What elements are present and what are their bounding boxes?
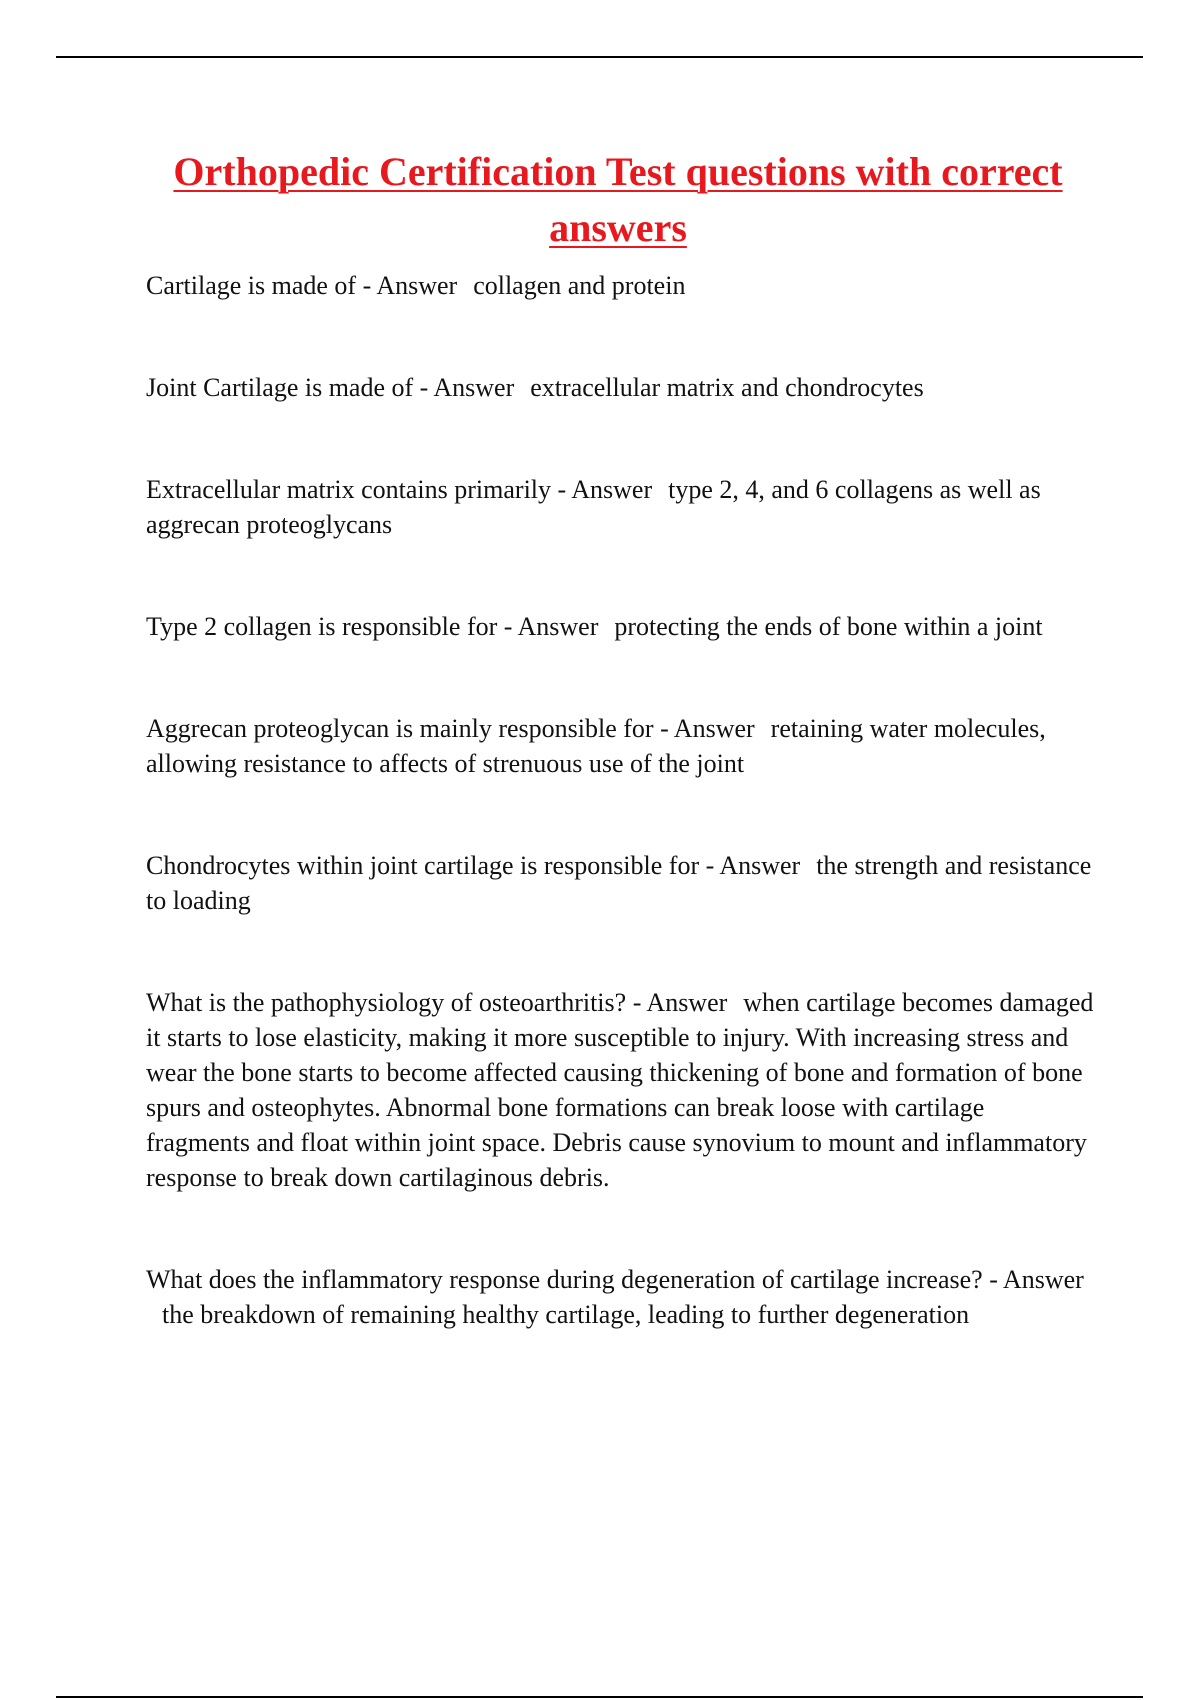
answer-text: extracellular matrix and chondrocytes [530, 373, 924, 402]
question-text: Extracellular matrix contains primarily - Answer [146, 475, 653, 504]
qa-list [146, 268, 1094, 1332]
answer-text: collagen and protein [473, 271, 686, 300]
answer-text: protecting the ends of bone within a joint [614, 612, 1043, 641]
qa-item [146, 268, 1094, 303]
document-title: Orthopedic Certification Test questions with correct answers [173, 149, 1063, 250]
question-text: Aggrecan proteoglycan is mainly responsible for - Answer [146, 714, 755, 743]
question-text: What does the inflammatory response during degeneration of cartilage increase? - Answer [146, 1265, 1084, 1294]
qa-item [146, 370, 1094, 405]
qa-item [146, 985, 1094, 1195]
qa-item [146, 711, 1094, 781]
question-text: Cartilage is made of - Answer [146, 271, 458, 300]
answer-text: type 2, 4, and 6 collagens as well as aggrecan proteoglycans [146, 475, 1041, 539]
question-text: Joint Cartilage is made of - Answer [146, 373, 515, 402]
answer-text: the breakdown of remaining healthy cartilage, leading to further degeneration [162, 1300, 970, 1329]
qa-item [146, 472, 1094, 542]
bottom-rule [56, 1696, 1143, 1698]
question-text: What is the pathophysiology of osteoarthritis? - Answer [146, 988, 728, 1017]
qa-item [146, 609, 1094, 644]
qa-item [146, 1262, 1094, 1332]
answer-text: the strength and resistance to loading [146, 851, 1092, 915]
question-text: Type 2 collagen is responsible for - Answer [146, 612, 599, 641]
answer-text: when cartilage becomes damaged it starts to lose elasticity, making it more susceptible to injury. With increasing stress and wear the bone starts to become affected causing thickening of bone and formation of bone spurs and osteophytes. Abnormal bone formations can break loose with cartilage fragments and float within joint space. Debris cause synovium to mount and inflammatory response to break down cartilaginous debris. [146, 988, 1094, 1192]
answer-text: retaining water molecules, allowing resistance to affects of strenuous use of the joint [146, 714, 1046, 778]
question-text: Chondrocytes within joint cartilage is responsible for - Answer [146, 851, 801, 880]
top-rule [56, 56, 1143, 58]
qa-item [146, 848, 1094, 918]
